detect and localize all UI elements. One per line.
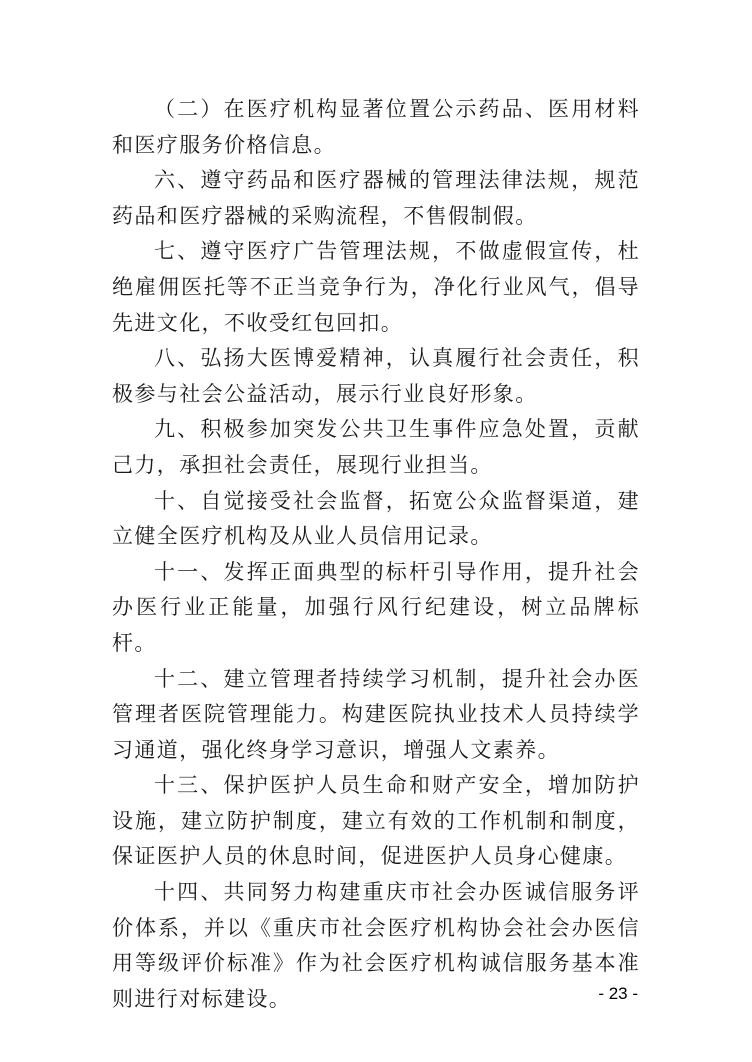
- paragraph-item-12: 十二、建立管理者持续学习机制，提升社会办医管理者医院管理能力。构建医院执业技术人员持续学习通道，强化终身学习意识，增强人文素养。: [112, 666, 640, 762]
- paragraph-item-11: 十一、发挥正面典型的标杆引导作用，提升社会办医行业正能量，加强行风行纪建设，树立品牌标杆。: [112, 559, 640, 655]
- paragraph-item-13: 十三、保护医护人员生命和财产安全，增加防护设施，建立防护制度，建立有效的工作机制和制度， 保证医护人员的休息时间，促进医护人员身心健康。: [112, 773, 640, 869]
- document-body: [112, 92, 640, 1017]
- paragraph-item-6: 六、遵守药品和医疗器械的管理法律法规，规范药品和医疗器械的采购流程，不售假制假。: [112, 168, 640, 228]
- paragraph-item-10: 十、自觉接受社会监督，拓宽公众监督渠道，建立健全医疗机构及从业人员信用记录。: [112, 488, 640, 549]
- paragraph-item-14: 十四、共同努力构建重庆市社会办医诚信服务评价体系，并以《重庆市社会医疗机构协会社会办医信用等级评价标准》作为社会医疗机构诚信服务基本准则进行对标建设。: [112, 880, 640, 1011]
- paragraph-item-7: 七、遵守医疗广告管理法规，不做虚假宣传，杜绝雇佣医托等不正当竞争行为，净化行业风气，倡导先进文化，不收受红包回扣。: [112, 239, 640, 335]
- page-number: - 23 -: [598, 984, 638, 1003]
- paragraph-pricing-disclosure: （二）在医疗机构显著位置公示药品、医用材料和医疗服务价格信息。: [112, 97, 640, 157]
- paragraph-item-9: 九、积极参加突发公共卫生事件应急处置，贡献己力，承担社会责任，展现行业担当。: [112, 417, 640, 477]
- paragraph-item-8: 八、弘扬大医博爱精神，认真履行社会责任，积极参与社会公益活动，展示行业良好形象。: [112, 346, 640, 406]
